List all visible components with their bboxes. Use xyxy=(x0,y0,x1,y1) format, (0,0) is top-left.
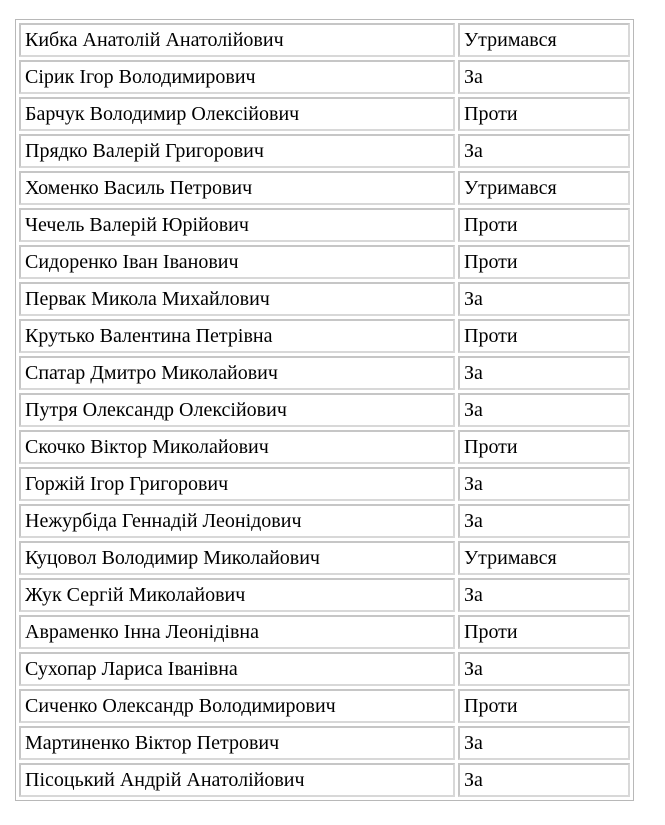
vote-result-cell: За xyxy=(458,356,630,390)
deputy-name-cell: Хоменко Василь Петрович xyxy=(19,171,455,205)
table-row xyxy=(19,578,630,612)
deputy-name-cell: Горжій Ігор Григорович xyxy=(19,467,455,501)
vote-result-cell: Проти xyxy=(458,245,630,279)
voting-results-table xyxy=(15,19,634,801)
deputy-name-cell: Куцовол Володимир Миколайович xyxy=(19,541,455,575)
deputy-name-cell: Скочко Віктор Миколайович xyxy=(19,430,455,464)
vote-result-cell: Проти xyxy=(458,319,630,353)
table-row xyxy=(19,763,630,797)
deputy-name-cell: Нежурбіда Геннадій Леонідович xyxy=(19,504,455,538)
vote-result-cell: Утримався xyxy=(458,541,630,575)
vote-result-cell: За xyxy=(458,60,630,94)
vote-result-cell: За xyxy=(458,393,630,427)
vote-result-cell: За xyxy=(458,282,630,316)
table-row xyxy=(19,541,630,575)
vote-result-cell: За xyxy=(458,726,630,760)
deputy-name-cell: Сидоренко Іван Іванович xyxy=(19,245,455,279)
table-row xyxy=(19,60,630,94)
deputy-name-cell: Жук Сергій Миколайович xyxy=(19,578,455,612)
deputy-name-cell: Пісоцький Андрій Анатолійович xyxy=(19,763,455,797)
vote-result-cell: За xyxy=(458,504,630,538)
table-row xyxy=(19,726,630,760)
deputy-name-cell: Барчук Володимир Олексійович xyxy=(19,97,455,131)
table-row xyxy=(19,356,630,390)
deputy-name-cell: Крутько Валентина Петрівна xyxy=(19,319,455,353)
deputy-name-cell: Путря Олександр Олексійович xyxy=(19,393,455,427)
deputy-name-cell: Авраменко Інна Леонідівна xyxy=(19,615,455,649)
vote-result-cell: Проти xyxy=(458,689,630,723)
table-row xyxy=(19,319,630,353)
vote-result-cell: За xyxy=(458,134,630,168)
table-row xyxy=(19,652,630,686)
vote-result-cell: Проти xyxy=(458,615,630,649)
deputy-name-cell: Чечель Валерій Юрійович xyxy=(19,208,455,242)
deputy-name-cell: Кибка Анатолій Анатолійович xyxy=(19,23,455,57)
table-row xyxy=(19,430,630,464)
vote-result-cell: Утримався xyxy=(458,23,630,57)
deputy-name-cell: Сиченко Олександр Володимирович xyxy=(19,689,455,723)
voting-results-page xyxy=(15,19,631,801)
deputy-name-cell: Первак Микола Михайлович xyxy=(19,282,455,316)
table-row xyxy=(19,282,630,316)
table-row xyxy=(19,393,630,427)
deputy-name-cell: Мартиненко Віктор Петрович xyxy=(19,726,455,760)
table-row xyxy=(19,467,630,501)
voting-results-body xyxy=(19,23,630,797)
table-row xyxy=(19,23,630,57)
table-row xyxy=(19,171,630,205)
vote-result-cell: За xyxy=(458,652,630,686)
deputy-name-cell: Прядко Валерій Григорович xyxy=(19,134,455,168)
table-row xyxy=(19,245,630,279)
table-row xyxy=(19,97,630,131)
table-row xyxy=(19,504,630,538)
vote-result-cell: За xyxy=(458,763,630,797)
table-row xyxy=(19,689,630,723)
deputy-name-cell: Сірик Ігор Володимирович xyxy=(19,60,455,94)
deputy-name-cell: Сухопар Лариса Іванівна xyxy=(19,652,455,686)
vote-result-cell: За xyxy=(458,467,630,501)
vote-result-cell: Проти xyxy=(458,97,630,131)
table-row xyxy=(19,134,630,168)
deputy-name-cell: Спатар Дмитро Миколайович xyxy=(19,356,455,390)
vote-result-cell: За xyxy=(458,578,630,612)
vote-result-cell: Проти xyxy=(458,208,630,242)
table-row xyxy=(19,615,630,649)
vote-result-cell: Утримався xyxy=(458,171,630,205)
vote-result-cell: Проти xyxy=(458,430,630,464)
table-row xyxy=(19,208,630,242)
